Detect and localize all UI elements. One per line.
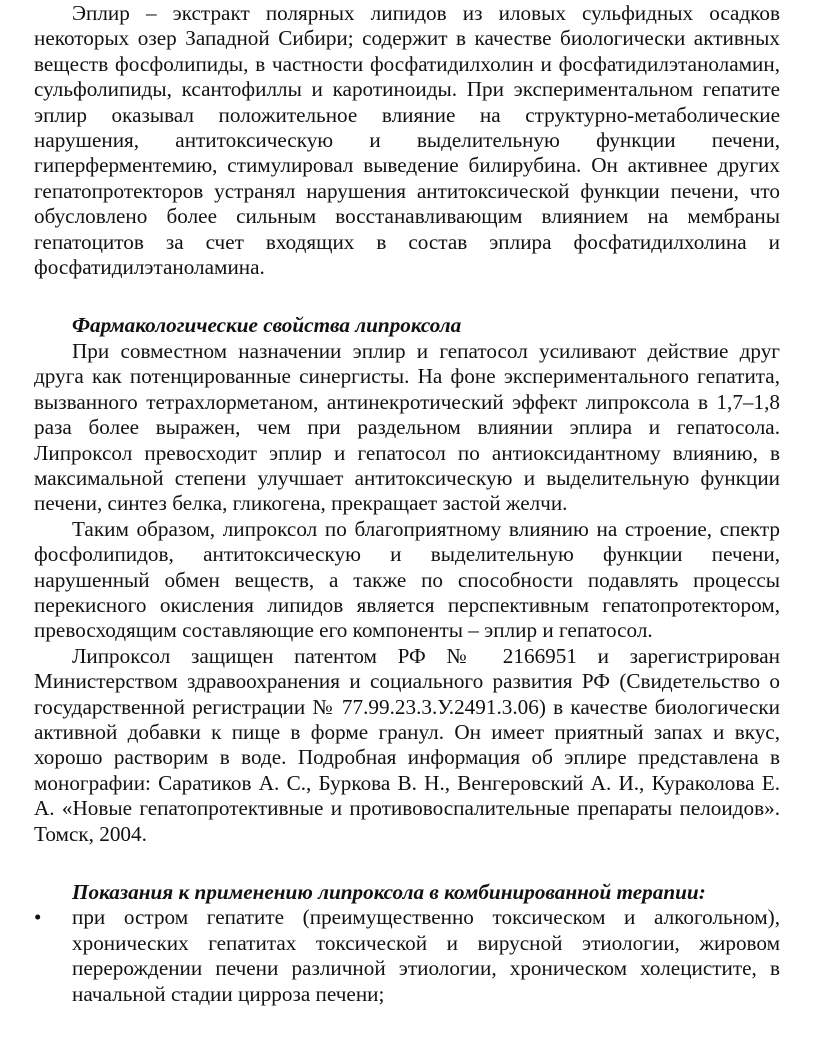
paragraph-patent: Липроксол защищен патентом РФ № 2166951 и зарегистрирован Министерством здравоохранения и социального развития РФ (Свидетельство о государственной регистрации № 77.99.23.3.У.2491.3.06) в качестве биологически активной добавки к пище в форме гранул. Он имеет приятный запах и вкус, хорошо растворим в воде. Подробная информация об эплире представлена в монографии: Саратиков А. С., Буркова В. Н., Венгеровский А. И., Кураколова Е. А. «Новые гепатопротективные и противовоспалительные препараты пелоидов». Томск, 2004. (34, 643, 780, 846)
section-heading-pharmacology: Фармакологические свойства липроксола (72, 313, 462, 338)
list-item-text: при остром гепатите (преимущественно токсическом и алкогольном), хронических гепатитах токсической и вирусной этиологии, жировом перерождении печени различной этиологии, хроническом холецистите, в начальной стадии цирроза печени; (72, 905, 780, 1006)
paragraph-conclusion: Таким образом, липроксол по благоприятному влиянию на строение, спектр фосфолипидов, антитоксическую и выделительную функции печени, нарушенный обмен веществ, а также по способности подавлять процессы перекисного окисления липидов является перспективным гепатопротектором, превосходящим составляющие его компоненты – эплир и гепатосол. (34, 516, 780, 643)
bullet-icon: • (34, 905, 42, 930)
indications-list (34, 905, 780, 1007)
paragraph-eplir: Эплир – экстракт полярных липидов из иловых сульфидных осадков некоторых озер Западной Сибири; содержит в качестве биологически активных веществ фосфолипиды, в частности фосфатидилхолин и фосфатидилэтаноламин, сульфолипиды, ксантофиллы и каротиноиды. При экспериментальном гепатите эплир оказывал положительное влияние на структурно-метаболические нарушения, антитоксическую и выделительную функции печени, гиперферментемию, стимулировал выведение билирубина. Он активнее других гепатопротекторов устранял нарушения антитоксической функции печени, что обусловлено более сильным восстанавливающим влиянием на мембраны гепатоцитов за счет входящих в состав эплира фосфатидилхолина и фосфатидилэтаноламина. (34, 1, 780, 280)
section-heading-indications: Показания к применению липроксола в комбинированной терапии: (72, 880, 706, 904)
paragraph-synergy: При совместном назначении эплир и гепатосол усиливают действие друг друга как потенцированные синергисты. На фоне экспериментального гепатита, вызванного тетрахлорметаном, антинекротический эффект липроксола в 1,7–1,8 раза более выражен, чем при раздельном влиянии эплира и гепатосола. Липроксол превосходит эплир и гепатосол по антиоксидантному влиянию, в максимальной степени улучшает антитоксическую и выделительную функции печени, синтез белка, гликогена, прекращает застой желчи. (34, 338, 780, 516)
document-body (34, 1, 780, 1007)
list-item (34, 905, 780, 1007)
